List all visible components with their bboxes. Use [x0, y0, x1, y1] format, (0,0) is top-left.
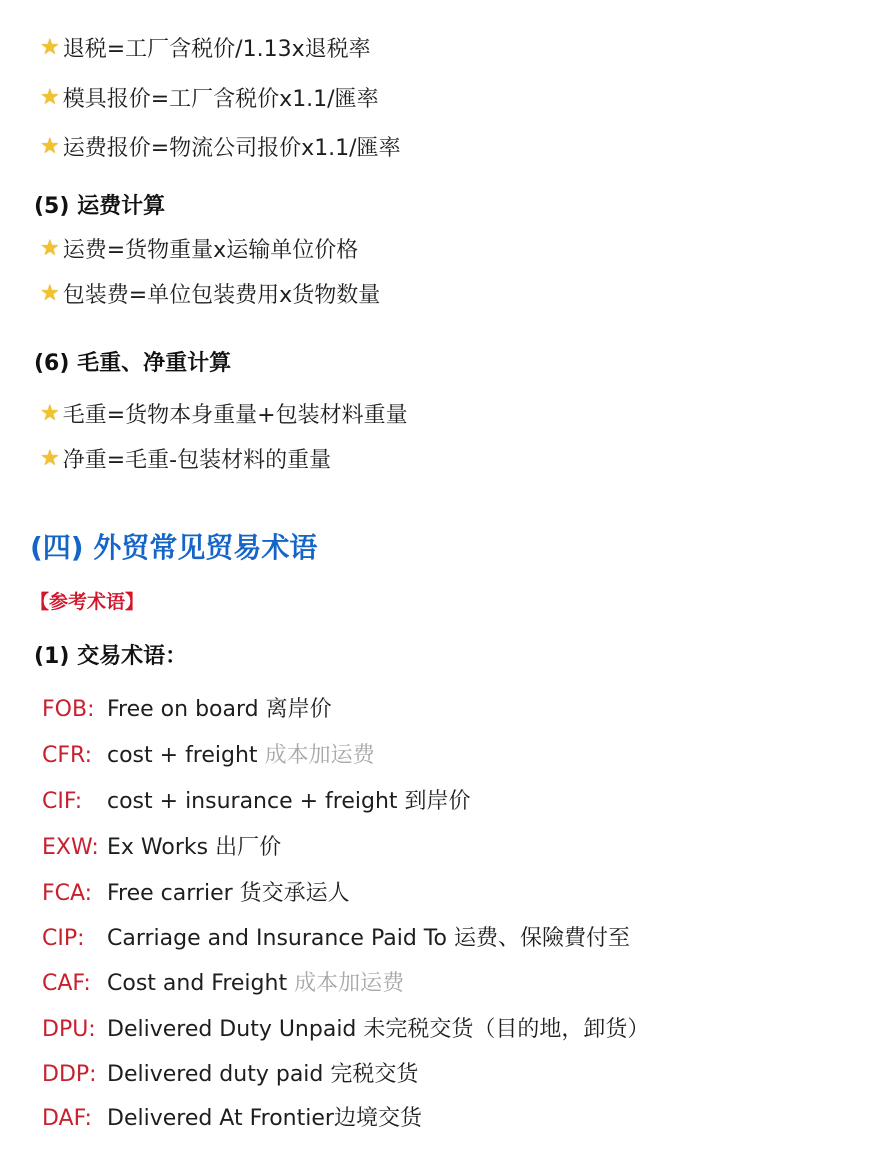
term-en: Cost and Freight — [107, 971, 288, 996]
term-en: Delivered Duty Unpaid — [107, 1017, 357, 1042]
formula-text: 退税=工厂含税价/1.13x退税率 — [62, 37, 371, 62]
ref-label: 【参考术语】 — [30, 591, 145, 613]
term-en: Free carrier — [107, 881, 233, 906]
term-row — [42, 1101, 422, 1132]
term-code: CFR: — [42, 743, 93, 768]
formula-text: 运费报价=物流公司报价x1.1/匯率 — [62, 136, 401, 161]
formula-text: 净重=毛重-包装材料的重量 — [62, 448, 332, 473]
trade-terms-heading: (1) 交易术语： — [34, 644, 188, 669]
term-en: Carriage and Insurance Paid To — [107, 926, 447, 951]
term-row — [42, 784, 471, 815]
star-icon: ★ — [40, 35, 60, 60]
term-zh: 边境交货 — [333, 1106, 422, 1131]
term-code: DPU: — [42, 1017, 96, 1042]
term-zh: 未完税交货（目的地，卸货） — [363, 1017, 650, 1042]
star-icon: ★ — [40, 281, 60, 306]
star-icon: ★ — [40, 401, 60, 426]
formula-net-weight — [40, 443, 331, 474]
term-code: CIF: — [42, 789, 83, 814]
star-icon: ★ — [40, 85, 60, 110]
section5-heading: (5) 运费计算 — [34, 194, 166, 219]
term-row — [42, 1012, 649, 1043]
term-row — [42, 1057, 418, 1088]
star-icon: ★ — [40, 134, 60, 159]
term-code: FCA: — [42, 881, 93, 906]
term-zh: 运费、保險費付至 — [453, 926, 630, 951]
term-code: CIP: — [42, 926, 85, 951]
formula-text: 包装费=单位包装费用x货物数量 — [62, 283, 381, 308]
term-en: Free on board — [107, 697, 259, 722]
term-en: Delivered duty paid — [107, 1062, 324, 1087]
term-row — [42, 830, 281, 861]
formula-gross-weight — [40, 398, 408, 429]
term-zh: 出厂价 — [215, 835, 282, 860]
formula-mold-quote — [40, 82, 379, 113]
term-zh: 成本加运费 — [294, 971, 405, 996]
term-code: EXW: — [42, 835, 99, 860]
term-zh: 完税交货 — [330, 1062, 419, 1087]
term-en: Delivered At Frontier — [107, 1106, 334, 1131]
term-code: DDP: — [42, 1062, 97, 1087]
star-icon: ★ — [40, 236, 60, 261]
section4-heading: (四) 外贸常见贸易术语 — [30, 531, 318, 564]
term-en: Ex Works — [107, 835, 209, 860]
term-code: CAF: — [42, 971, 91, 996]
term-row — [42, 692, 332, 723]
term-row — [42, 876, 350, 907]
formula-text: 毛重=货物本身重量+包装材料重量 — [62, 403, 408, 428]
formula-text: 模具报价=工厂含税价x1.1/匯率 — [62, 87, 379, 112]
term-row — [42, 738, 375, 769]
section6-heading: (6) 毛重、净重计算 — [34, 351, 232, 376]
term-en: cost + insurance + freight — [107, 789, 398, 814]
term-zh: 到岸价 — [404, 789, 471, 814]
term-code: DAF: — [42, 1106, 92, 1131]
term-zh: 成本加运费 — [264, 743, 375, 768]
formula-freight — [40, 233, 358, 264]
term-en: cost + freight — [107, 743, 258, 768]
term-row — [42, 966, 404, 997]
term-row — [42, 921, 630, 952]
star-icon: ★ — [40, 446, 60, 471]
formula-text: 运费=货物重量x运输单位价格 — [62, 238, 359, 263]
term-zh: 货交承运人 — [239, 881, 350, 906]
formula-tax-refund — [40, 32, 371, 63]
formula-packing — [40, 278, 380, 309]
term-zh: 离岸价 — [265, 697, 332, 722]
term-code: FOB: — [42, 697, 95, 722]
formula-freight-quote — [40, 131, 401, 162]
